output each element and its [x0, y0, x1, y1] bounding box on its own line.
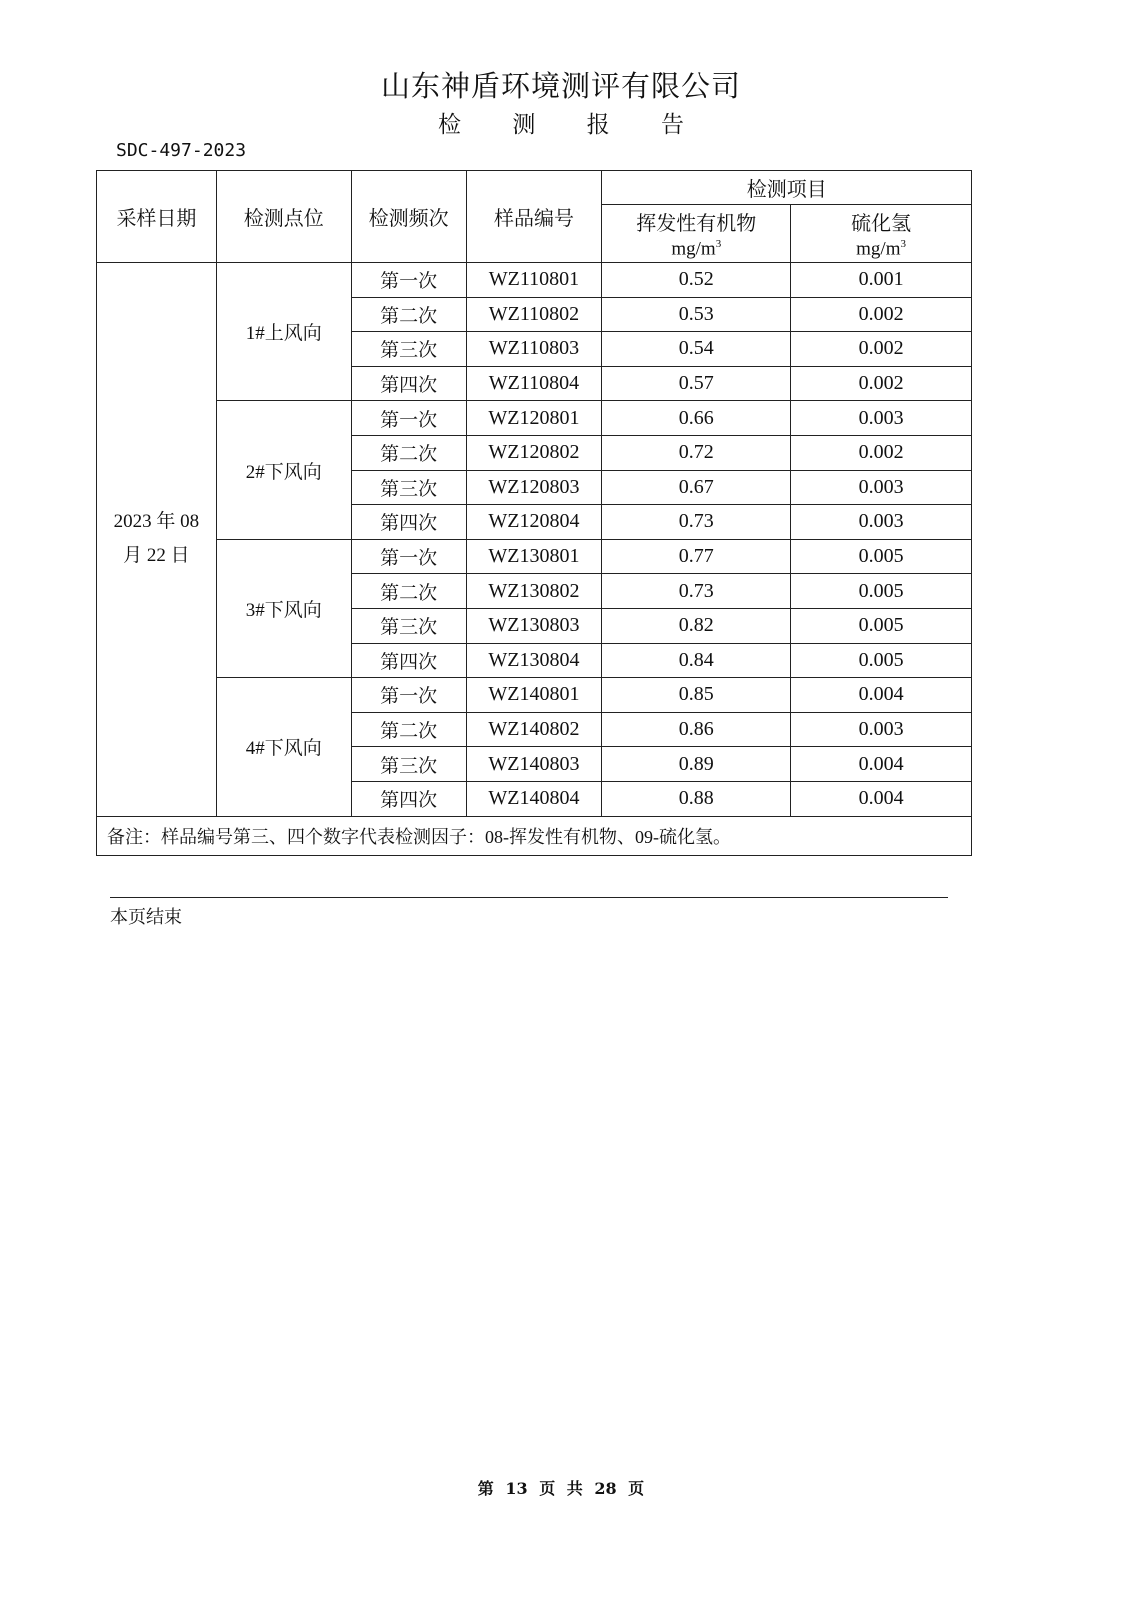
h2s-value-cell: 0.005 — [791, 539, 972, 574]
table-body — [97, 263, 972, 856]
voc-value-cell: 0.88 — [602, 781, 791, 816]
report-title: 检 测 报 告 — [438, 112, 706, 138]
table-row — [97, 401, 972, 436]
frequency-cell: 第三次 — [351, 470, 466, 505]
frequency-cell: 第二次 — [351, 435, 466, 470]
sample-id-cell: WZ110803 — [466, 332, 602, 367]
frequency-cell: 第二次 — [351, 712, 466, 747]
sample-id-cell: WZ130804 — [466, 643, 602, 678]
voc-value-cell: 0.86 — [602, 712, 791, 747]
voc-unit: $mg/m^3$ — [671, 237, 722, 260]
voc-value-cell: 0.52 — [602, 263, 791, 298]
h2s-value-cell: 0.004 — [791, 678, 972, 713]
voc-value-cell: 0.53 — [602, 297, 791, 332]
monitoring-point: 4#下风向 — [216, 678, 351, 816]
sample-id-cell: WZ110802 — [466, 297, 602, 332]
frequency-cell: 第一次 — [351, 678, 466, 713]
voc-value-cell: 0.89 — [602, 747, 791, 782]
h2s-value-cell: 0.002 — [791, 297, 972, 332]
sample-id-cell: WZ130802 — [466, 574, 602, 609]
monitoring-point: 2#下风向 — [216, 401, 351, 539]
sample-id-cell: WZ140801 — [466, 678, 602, 713]
page-end-text: 本页结束 — [110, 907, 182, 928]
voc-value-cell: 0.84 — [602, 643, 791, 678]
frequency-cell: 第四次 — [351, 781, 466, 816]
voc-value-cell: 0.77 — [602, 539, 791, 574]
sample-id-cell: WZ120801 — [466, 401, 602, 436]
h2s-value-cell: 0.004 — [791, 781, 972, 816]
voc-value-cell: 0.54 — [602, 332, 791, 367]
voc-label: 挥发性有机物 — [636, 210, 757, 235]
sample-id-cell: WZ120803 — [466, 470, 602, 505]
frequency-cell: 第二次 — [351, 297, 466, 332]
h2s-value-cell: 0.003 — [791, 712, 972, 747]
frequency-cell: 第四次 — [351, 505, 466, 540]
sample-id-cell: WZ140803 — [466, 747, 602, 782]
sample-id-cell: WZ120804 — [466, 505, 602, 540]
col-header-frequency: 检测频次 — [351, 171, 466, 263]
h2s-value-cell: 0.004 — [791, 747, 972, 782]
voc-value-cell: 0.73 — [602, 574, 791, 609]
frequency-cell: 第三次 — [351, 332, 466, 367]
voc-value-cell: 0.85 — [602, 678, 791, 713]
sample-id-cell: WZ110801 — [466, 263, 602, 298]
page-number: 第 13 页 共 28 页 — [477, 1479, 645, 1498]
company-name: 山东神盾环境测评有限公司 — [380, 69, 741, 103]
note-row — [97, 816, 972, 855]
h2s-value-cell: 0.005 — [791, 608, 972, 643]
frequency-cell: 第三次 — [351, 747, 466, 782]
table-row — [97, 263, 972, 298]
h2s-value-cell: 0.002 — [791, 332, 972, 367]
h2s-value-cell: 0.003 — [791, 401, 972, 436]
frequency-cell: 第一次 — [351, 263, 466, 298]
sampling-date: 2023 年 08 月 22 日 — [97, 263, 217, 817]
monitoring-point: 1#上风向 — [216, 263, 351, 401]
table-row — [97, 539, 972, 574]
table-note: 备注：样品编号第三、四个数字代表检测因子：08-挥发性有机物、09-硫化氢。 — [97, 816, 972, 855]
sample-id-cell: WZ140802 — [466, 712, 602, 747]
sample-id-cell: WZ140804 — [466, 781, 602, 816]
frequency-cell: 第四次 — [351, 643, 466, 678]
table-row — [97, 678, 972, 713]
voc-value-cell: 0.82 — [602, 608, 791, 643]
frequency-cell: 第四次 — [351, 366, 466, 401]
h2s-label: 硫化氢 — [851, 210, 912, 235]
voc-value-cell: 0.72 — [602, 435, 791, 470]
divider — [110, 897, 948, 898]
col-header-point: 检测点位 — [216, 171, 351, 263]
h2s-value-cell: 0.001 — [791, 263, 972, 298]
frequency-cell: 第三次 — [351, 608, 466, 643]
voc-value-cell: 0.66 — [602, 401, 791, 436]
report-number: SDC-497-2023 — [116, 140, 247, 161]
col-header-sample-id: 样品编号 — [466, 171, 602, 263]
h2s-value-cell: 0.003 — [791, 470, 972, 505]
h2s-unit: $mg/m^3$ — [856, 237, 906, 260]
col-header-voc — [602, 205, 791, 263]
h2s-value-cell: 0.002 — [791, 435, 972, 470]
col-header-date: 采样日期 — [97, 171, 217, 263]
results-table — [96, 170, 972, 856]
col-header-h2s — [791, 205, 972, 263]
h2s-value-cell: 0.005 — [791, 574, 972, 609]
sample-id-cell: WZ110804 — [466, 366, 602, 401]
frequency-cell: 第一次 — [351, 539, 466, 574]
voc-value-cell: 0.73 — [602, 505, 791, 540]
h2s-value-cell: 0.005 — [791, 643, 972, 678]
sample-id-cell: WZ120802 — [466, 435, 602, 470]
sample-id-cell: WZ130803 — [466, 608, 602, 643]
monitoring-point: 3#下风向 — [216, 539, 351, 677]
voc-value-cell: 0.57 — [602, 366, 791, 401]
col-header-test-items: 检测项目 — [602, 171, 972, 205]
h2s-value-cell: 0.002 — [791, 366, 972, 401]
h2s-value-cell: 0.003 — [791, 505, 972, 540]
frequency-cell: 第二次 — [351, 574, 466, 609]
voc-value-cell: 0.67 — [602, 470, 791, 505]
frequency-cell: 第一次 — [351, 401, 466, 436]
sample-id-cell: WZ130801 — [466, 539, 602, 574]
